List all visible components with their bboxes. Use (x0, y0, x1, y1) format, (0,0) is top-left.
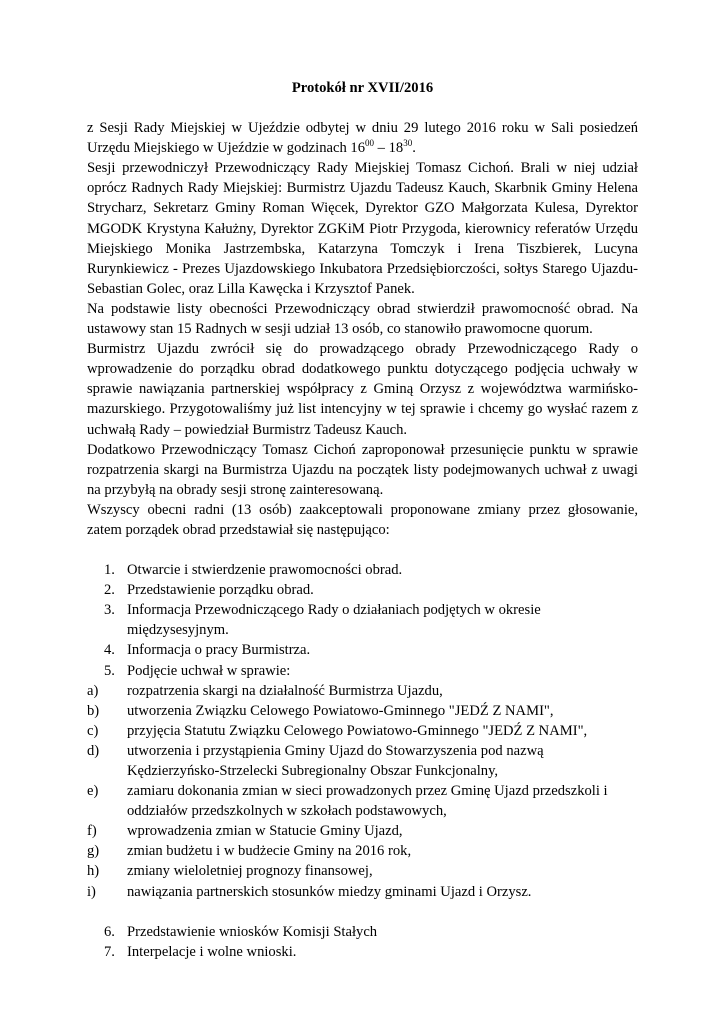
subitem-letter: i) (87, 883, 96, 900)
agenda-item-text: Podjęcie uchwał w sprawie: (127, 662, 291, 679)
agenda-item-text: Interpelacje i wolne wnioski. (127, 943, 297, 960)
subitem-letter: e) (87, 783, 99, 800)
intro-dash: – 18 (374, 140, 404, 157)
agenda-item (87, 600, 638, 640)
subitem-letter: a) (87, 682, 99, 699)
subitem-text: zamiaru dokonania zmian w sieci prowadzonych przez Gminę Ujazd przedszkoli i oddziałów przedszkolnych w szkołach podstawowych, (127, 783, 608, 820)
attendance-paragraph: Sesji przewodniczył Przewodniczący Rady Miejskiej Tomasz Cichoń. Brali w niej udział oprócz Radnych Rady Miejskiej: Burmistrz Ujazdu Tadeusz Kauch, Skarbnik Gminy Helena Strycharz, Sekretarz Gminy Roman Więcek, Dyrektor GZO Małgorzata Kulesa, Dyrektor MGODK Krystyna Kałużny, Dyrektor ZGKiM Piotr Przygoda, kierownicy referatów Urzędu Miejskiego Monika Jastrzembska, Katarzyna Tomczyk i Irena Tiszbierek, Lucyna Rurynkiewicz - Prezes Ujazdowskiego Inkubatora Przedsiębiorczości, sołtys Starego Ujazdu- Sebastian Golec, oraz Lilla Kawęcka i Krzysztof Panek. (87, 160, 638, 297)
subitem-text: zmian budżetu i w budżecie Gminy na 2016 rok, (127, 843, 412, 860)
chairman-proposal-paragraph: Dodatkowo Przewodniczący Tomasz Cichoń zaproponował przesunięcie punktu w sprawie rozpatrzenia skargi na Burmistrza Ujazdu na początek listy podejmowanych uchwał z uwagi na przybyłą na obrady sesji stronę zainteresowaną. (87, 441, 638, 498)
time-start-sup: 00 (365, 138, 375, 149)
resolution-subitem (87, 681, 638, 701)
agenda-item-number: 3. (104, 602, 115, 619)
resolution-subitem (87, 701, 638, 721)
resolution-subitem (87, 741, 638, 781)
subitem-letter: g) (87, 843, 100, 860)
vote-paragraph: Wszyscy obecni radni (13 osób) zaakceptowali proponowane zmiany przez głosowanie, zatem porządek obrad przedstawiał się następująco: (87, 501, 638, 538)
mayor-request-paragraph: Burmistrz Ujazdu zwrócił się do prowadzącego obrady Przewodniczącego Rady o wprowadzenie do porządku obrad dodatkowego punktu dotyczącego podjęcia uchwały w sprawie nawiązania partnerskiej współpracy z Gminą Orzysz z województwa warmińsko-mazurskiego. Przygotowaliśmy już list intencyjny w tej sprawie i chcemy go wysłać razem z uchwałą Rady – powiedział Burmistrz Tadeusz Kauch. (87, 341, 638, 438)
intro-paragraph (87, 118, 638, 158)
subitem-text: przyjęcia Statutu Związku Celowego Powiatowo-Gminnego "JEDŹ Z NAMI", (127, 722, 588, 739)
subitem-letter: h) (87, 863, 100, 880)
subitem-text: utworzenia i przystąpienia Gminy Ujazd do Stowarzyszenia pod nazwą Kędzierzyńsko-Strzelecki Subregionalny Obszar Funkcjonalny, (127, 742, 544, 779)
agenda-item (87, 580, 638, 600)
intro-end: . (412, 140, 416, 157)
subitem-letter: c) (87, 722, 99, 739)
subitem-text: zmiany wieloletniej prognozy finansowej, (127, 863, 373, 880)
agenda-item-text: Otwarcie i stwierdzenie prawomocności obrad. (127, 562, 403, 579)
agenda-item-text: Przedstawienie porządku obrad. (127, 582, 314, 599)
quorum-paragraph: Na podstawie listy obecności Przewodniczący obrad stwierdził prawomocność obrad. Na ustawowy stan 15 Radnych w sesji udział 13 osób, co stanowiło prawomocne quorum. (87, 300, 638, 338)
resolution-subitem (87, 721, 638, 741)
intro-text: z Sesji Rady Miejskiej w Ujeździe odbytej w dniu 29 lutego 2016 roku w Sali posiedzeń Urzędu Miejskiego w Ujeździe w godzinach 16 (87, 120, 638, 157)
agenda-item (87, 560, 638, 580)
subitem-letter: f) (87, 823, 97, 840)
agenda-item-text: Informacja o pracy Burmistrza. (127, 642, 311, 659)
agenda-item-number: 5. (104, 662, 115, 679)
subitem-text: wprowadzenia zmian w Statucie Gminy Ujazd, (127, 823, 403, 840)
agenda-item (87, 942, 638, 962)
agenda-list (87, 560, 638, 962)
subitem-letter: d) (87, 742, 100, 759)
resolution-subitem (87, 821, 638, 841)
subitem-text: nawiązania partnerskich stosunków miedzy gminami Ujazd i Orzysz. (127, 883, 532, 900)
agenda-item (87, 640, 638, 660)
agenda-item-text: Informacja Przewodniczącego Rady o działaniach podjętych w okresie międzysesyjnym. (127, 602, 541, 639)
agenda-item (87, 661, 638, 681)
subitem-text: rozpatrzenia skargi na działalność Burmistrza Ujazdu, (127, 682, 443, 699)
agenda-item (87, 922, 638, 942)
resolution-subitem (87, 882, 638, 902)
resolution-subitem (87, 841, 638, 861)
agenda-item-number: 1. (104, 562, 115, 579)
agenda-item-text: Przedstawienie wniosków Komisji Stałych (127, 923, 378, 940)
agenda-item-number: 2. (104, 582, 115, 599)
agenda-item-number: 7. (104, 943, 115, 960)
document-page (87, 78, 638, 962)
agenda-item-number: 6. (104, 923, 115, 940)
document-title: Protokół nr XVII/2016 (291, 80, 434, 96)
time-end-sup: 30 (403, 138, 413, 149)
agenda-item-number: 4. (104, 642, 115, 659)
subitem-letter: b) (87, 702, 100, 719)
resolution-subitem (87, 861, 638, 881)
resolution-subitem (87, 781, 638, 821)
subitem-text: utworzenia Związku Celowego Powiatowo-Gminnego "JEDŹ Z NAMI", (127, 702, 554, 719)
